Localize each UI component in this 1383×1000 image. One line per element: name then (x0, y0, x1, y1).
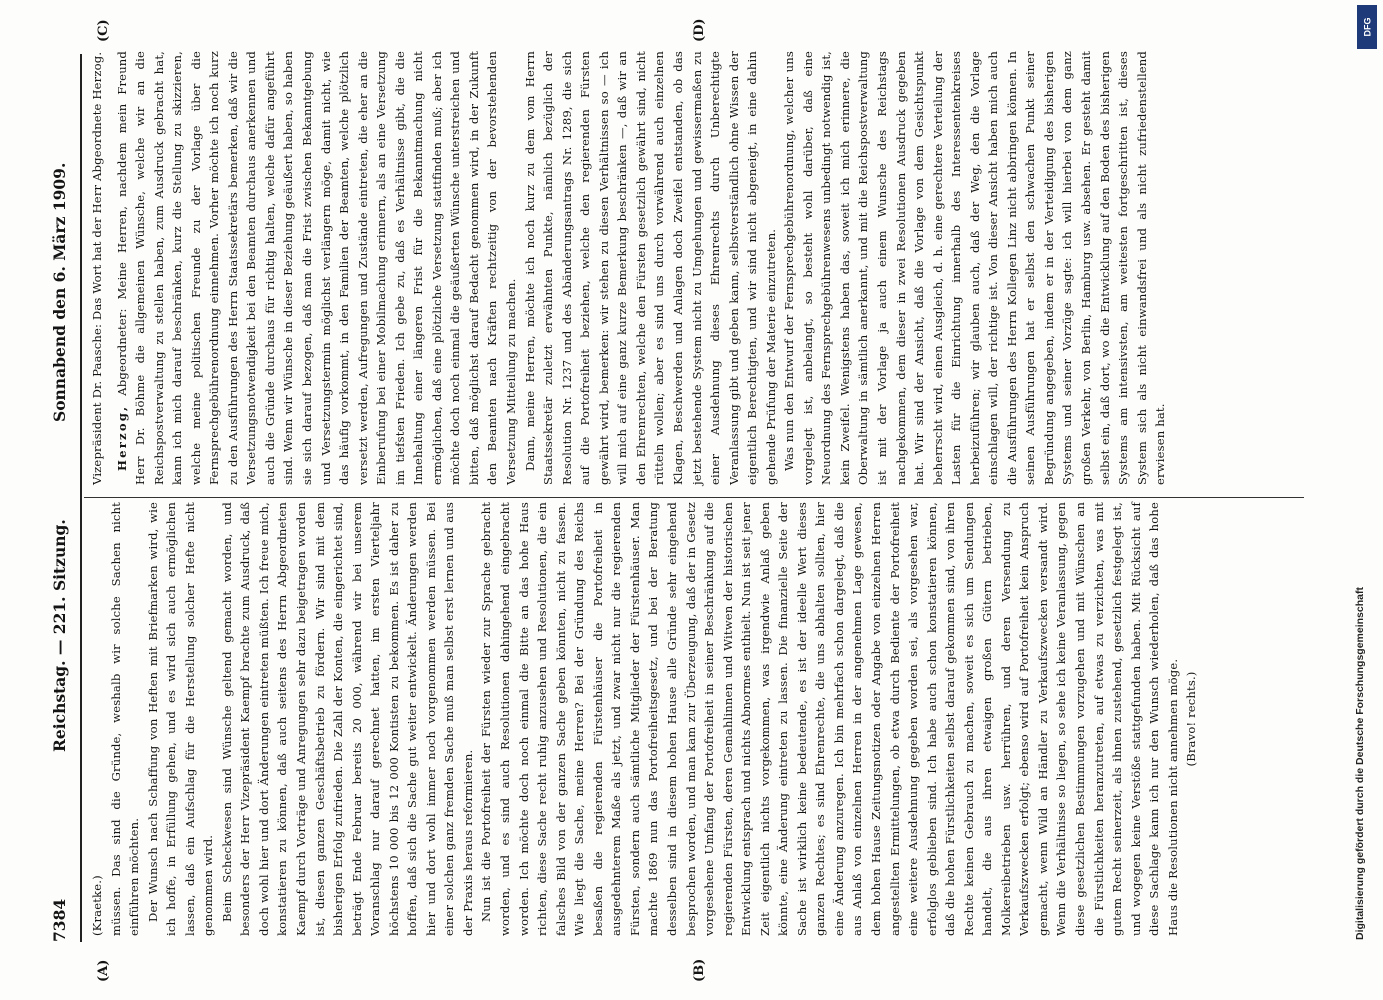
speaker-role: Abgeordneter: (114, 308, 129, 396)
session-date: Sonnabend den 6. März 1909. (50, 162, 69, 422)
column-divider (84, 497, 1304, 498)
left-column (88, 502, 1201, 936)
header-rule (80, 54, 82, 942)
dfg-logo: DFG (1357, 5, 1377, 49)
speaker-paragraph (113, 51, 521, 485)
credit-text: Digitalisierung gefördert durch die Deutsche Forschungsgemeinschaft (1354, 587, 1366, 940)
margin-mark-a: (A) (96, 959, 111, 982)
page-number: 7384 (50, 898, 69, 942)
paragraph: Meine Herren, nachdem mein Freund Herr Dr. Böhme die allgemeinen Wünsche, welche wir an die Reichspostverwaltung zu stellen haben, zum Ausdruck gebracht hat, kann ich mich darauf beschränken, kurz die Stellung zu skizzieren, welche meine politischen Freunde zu der Vorlage über die Fernsprechgebührenordnung einnehmen. Vorher möchte ich noch kurz zu den Ausführungen des Herrn Staatssekretärs bemerken, daß wir die Versetzungsnotwendigkeit bei den Beamten durchaus anerkennen und auch die Gründe durchaus für richtig halten, welche dafür angeführt sind. Wenn wir Wünsche in dieser Beziehung geäußert haben, so haben sie sich darauf bezogen, daß man die Frist zwischen Bekanntgebung und Versetzungstermin möglichst verlängern möge, damit nicht, wie das häufig vorkommt, in den Familien der Beamten, welche plötzlich versetzt werden, Aufregungen und Zustände eintreten, die eher an die Einberufung bei einer Mobilmachung erinnern, als an eine Versetzung im tiefsten Frieden. Ich gebe zu, daß es Verhältnisse gibt, die die Innehaltung einer längeren Frist für die Bekanntmachung nicht ermöglichen, daß eine plötzliche Versetzung stattfinden muß; aber ich möchte doch noch einmal die geäußerten Wünsche unterstreichen und bitten, daß möglichst darauf Bedacht genommen wird, in der Zukunft den Beamten nach Kräften rechtzeitig von der bevorstehenden Versetzung Mitteilung zu machen. (114, 51, 519, 485)
margin-mark-d: (D) (692, 18, 707, 42)
paragraph: Beim Scheckwesen sind Wünsche geltend gemacht worden, und besonders der Herr Vizepräsident Kaempf brachte zum Ausdruck, daß doch wohl hier und dort Änderungen eintreten müßten. Ich freue mich, konstatieren zu können, daß auch seitens des Herrn Abgeordneten Kaempf durch Vorträge und Anregungen sehr dazu beigetragen worden ist, diesen ganzen Geschäftsbetrieb zu fördern. Wir sind mit dem bisherigen Erfolg zufrieden. Die Zahl der Konten, die eingerichtet sind, beträgt Ende Februar bereits 20 000, während wir bei unserem Voranschlag nur darauf gerechnet hatten, im ersten Vierteljahr höchstens 10 000 bis 12 000 Kontisten zu bekommen. Es ist daher zu hoffen, daß sich die Sache gut weiter entwickelt. Änderungen werden hier und dort wohl immer noch vorgenommen werden müssen. Bei einer solchen ganz fremden Sache muß man selbst erst lernen und aus der Praxis heraus reformieren. (219, 502, 475, 936)
applause-note: (Bravo! rechts.) (1184, 671, 1199, 767)
speaker-name: Herzog, (114, 404, 129, 471)
margin-mark-b: (B) (692, 958, 707, 982)
paragraph: Dann, meine Herren, möchte ich noch kurz zu dem vom Herrn Staatssekretär zuletzt erwähnten Punkte, nämlich bezüglich der Resolution Nr. 1237 und des Abänderungsantrags Nr. 1289, die sich auf die Portofreiheit beziehen, welche den regierenden Fürsten gewährt wird, bemerken: wir stehen zu diesen Verhältnissen so — ich will mich auf eine ganz kurze Bemerkung beschränken —, daß wir an den Ehrenrechten, welche den Fürsten gesetzlich gewährt sind, nicht rütteln wollen; aber es sind uns durch vorwährend auch einzelnen Klagen, Beschwerden und Anlagen doch Zweifel entstanden, ob das jetzt bestehende System nicht zu Umgehungen und gewissermaßen zu einer Ausdehnung dieses Ehrenrechts durch Unberechtigte Veranlassung gibt und geben kann, selbstverständlich ohne Wissen der eigentlich Berechtigten, und wir sind nicht abgeneigt, in eine dahin gehende Prüfung der Materie einzutreten. (522, 51, 778, 485)
paragraph: Nun ist die Portofreiheit der Fürsten wieder zur Sprache gebracht worden, und es sind auch Resolutionen dahingehend eingebracht worden. Ich möchte doch noch einmal die Bitte an das hohe Haus richten, diese Sache recht ruhig anzusehen und Resolutionen, die ein falsches Bild von der ganzen Sache geben könnten, nicht zu fassen. Wie liegt die Sache, meine Herren? Bei der Gründung des Reichs besaßen die regierenden Fürstenhäuser die Portofreiheit in ausgedehnterem Maße als jetzt, und zwar nicht nur die regierenden Fürsten, sondern auch sämtliche Mitglieder der Fürstenhäuser. Man machte 1869 nun das Portofreiheitsgesetz, und bei der Beratung desselben sind in diesem hohen Hause alle Gründe sehr eingehend besprochen worden, und man kam zur Überzeugung, daß der in Gesetz vorgesehene Umfang der Portofreiheit in seiner Beschränkung auf die regierenden Fürsten, deren Gemahlinnen und Witwen der historischen Entwicklung entsprach und nichts Abnormes enthielt. Nun ist seit jener Zeit eigentlich nichts vorgekommen, was irgendwie Anlaß geben könnte, eine Änderung eintreten zu lassen. Die finanzielle Seite der Sache ist wirklich keine bedeutende, es ist der ideelle Wert dieses ganzen Rechtes; es sind Ehrenrechte, die uns abhalten sollten, hier eine Änderung anzuregen. Ich bin mehrfach schon dargelegt, daß die aus Anlaß von einzelnen Herren in der angenehmen Lage gewesen, dem hohen Hause Zeitungsnotizen oder Angabe von einzelnen Herren angestellten Ermittelungen, ob etwa durch Bediente der Portofreiheit eine weitere Ausdehnung gegeben worden sei, als vorgesehen war, erfolglos geblieben sind. Ich habe auch schon konstatieren können, daß die hohen Fürstlichkeiten selbst darauf gekommen sind, von ihren Rechte keinen Gebrauch zu machen, soweit es sich um Sendungen handelt, die aus ihren etwaigen großen Gütern betrieben, Molkereibetrieben usw. herrühren, und deren Versendung zu Verkaufszwecken erfolgt; ebenso wird auf Portofreiheit kein Anspruch gemacht, wenn Wild an Händler zu Verkaufszwecken versandt wird. Wenn die Verhältnisse so liegen, so sehe ich keine Veranlassung, gegen diese gesetzlichen Bestimmungen vorzugehen und mit Wünschen an die Fürstlichkeiten heranzutreten, auf etwas zu verzichten, was mit gutem Recht seinerzeit, als ihnen zustehend, gesetzlich festgelegt ist, und wogegen keine Verstöße stattgefunden haben. Mit Rücksicht auf diese Sachlage kann ich nur den Wunsch wiederholen, daß das hohe Haus die Resolutionen nicht annehmen möge. (479, 502, 1180, 936)
publication-title: Reichstag. — 221. Sitzung. (50, 519, 69, 752)
paragraph: Was nun den Entwurf der Fernsprechgebührenordnung, welcher uns vorgelegt ist, anbelangt, so besteht wohl darüber, daß eine Neuordnung des Fernsprechgebührenwesens unbedingt notwendig ist, kein Zweifel. Wenigstens haben das, soweit ich mich erinnere, die Oberwaltung in sämtlich anerkannt, und mit die Reichspostverwaltung ist mit der Vorlage ja auch einem Wunsche des Reichstags nachgekommen, dem dieser in zwei Resolutionen Ausdruck gegeben hat. Wir sind der Ansicht, daß die Vorlage von dem Gesichtspunkt beherrscht wird, einen Ausgleich, d. h. eine gerechtere Verteilung der Lasten für die Einrichtung innerhalb des Interessentenkreises herbeizuführen; wir glauben auch, daß der Weg, den die Vorlage einschlagen will, der richtige ist. Von dieser Ansicht haben mich auch die Ausführungen des Herrn Kollegen Linz nicht abbringen können. In seinen Ausführungen hat er selbst den schwachen Punkt seiner Begründung angegeben, indem er in der Verteidigung des bisherigen Systems und seiner Vorzüge sagte: ich will hierbei von dem ganz großen Verkehr, von Berlin, Hamburg usw. absehen. Er gesteht damit selbst ein, daß dort, wo die Entwicklung auf den Boden des bisherigen Systems am intensivsten, am weitesten fortgeschritten ist, dieses System sich als nicht einwandsfrei und als nicht zufriedenstellend erwiesen hat. (782, 51, 1168, 485)
page-header (44, 54, 78, 942)
margin-mark-c: (C) (96, 19, 111, 42)
paragraph: müssen. Das sind die Gründe, weshalb wir solche Sachen nicht einführen möchten. (108, 502, 142, 936)
chair-intro: Vizepräsident Dr. Paasche: Das Wort hat der Herr Abgeordnete Herzog. (90, 51, 104, 485)
paragraph: Der Wunsch nach Schaffung von Heften mit Briefmarken wird, wie ich hoffe, in Erfüllung gehen, und es wird sich auch ermöglichen lassen, daß ein Aufschlag für die Herstellung solcher Hefte nicht genommen wird. (145, 502, 216, 936)
speaker-note: (Kraetke.) (90, 875, 104, 936)
digitization-credit (1345, 17, 1375, 960)
right-column (88, 51, 1170, 485)
